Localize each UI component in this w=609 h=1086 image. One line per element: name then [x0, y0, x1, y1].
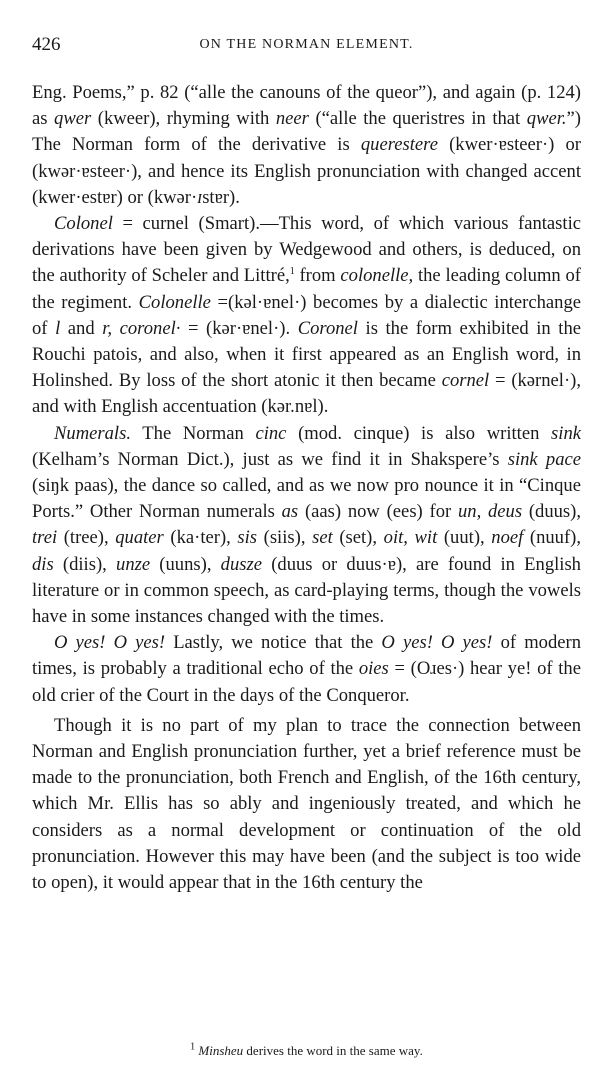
italic-term: ɪ [197, 186, 203, 208]
paragraph-colonel [32, 211, 581, 421]
text-run: (mod. cinque) is also written [286, 422, 552, 444]
text-run: = (Oɹes·) hear ye! of the old crier of the Court in the days of the Conqueror. [32, 658, 581, 706]
italic-term: trei [32, 527, 58, 549]
italic-term: oit, wit [383, 527, 438, 549]
text-run: (uuns), [150, 553, 221, 575]
paragraph-o-yes [32, 630, 581, 709]
text-run: Though it is no part of my plan to trace the connection between Norman and English pronunciation further, yet a brief reference must be made to the pronunciation, both French and English, of the 16th century, which Mr. Ellis has so ably and ingeniously treated, and which he considers as a normal development or continuation of the old pronunciation. However this may have been (and the subject is too wide to open), it would appear that in the 16th century the [32, 714, 581, 894]
text-run: and [60, 317, 103, 339]
italic-term: oies [358, 658, 389, 680]
text-run: =(kəl·ɐnel·) becomes by a dialectic interchange of [32, 291, 582, 339]
text-run: = (kərnel·), and with English accentuation (kər.nɐl). [32, 370, 581, 418]
italic-term: qwer. [526, 108, 567, 130]
text-run: Eng. Poems,” p. 82 (“alle the canouns of the queor”), and again (p. 124) as [32, 82, 581, 130]
italic-term: un, deus [457, 501, 523, 523]
paragraph-numerals [32, 421, 581, 631]
italic-term: O yes! O yes! [381, 632, 493, 654]
footnote [32, 1043, 581, 1059]
italic-term: cinc [255, 422, 287, 444]
italic-term: Colonel [54, 213, 113, 235]
footnote-text: derives the word in the same way. [243, 1043, 423, 1058]
italic-term: noef [491, 527, 524, 549]
text-run: (set), [332, 527, 384, 549]
text-run: the leading column of the regiment. [32, 265, 581, 313]
text-run: (duus or duus·ɐ), are found in English literature or in common speech, as card-playing terms, though the vowels have in some instances changed with the times. [32, 553, 581, 628]
text-run: = (kər·ɐnel·). [180, 317, 298, 339]
text-run: (kweer), rhyming with [91, 108, 276, 130]
italic-term: unze [116, 553, 151, 575]
italic-term: colonelle, [340, 265, 414, 287]
text-run: stɐr). [202, 186, 240, 208]
italic-term: dis [32, 553, 54, 575]
italic-term: Coronel [297, 317, 358, 339]
italic-term: querestere [360, 134, 438, 156]
text-run: (diis), [53, 553, 117, 575]
italic-term: sink [551, 422, 581, 444]
italic-term: as [281, 501, 299, 523]
footnote-marker: 1 [190, 1041, 196, 1053]
italic-term: sink pace [507, 448, 582, 470]
page-header [32, 34, 581, 58]
text-run: is the form exhibited in the Rouchi patois, and also, when it first appeared as an English word, in Holinshed. By loss of the short atonic it then became [32, 317, 581, 392]
text-run: (aas) now (ees) for [298, 501, 458, 523]
running-title: ON THE NORMAN ELEMENT. [199, 37, 414, 52]
page-number: 426 [32, 34, 61, 55]
italic-term: l [55, 317, 61, 339]
text-run: of modern times, is probably a traditional echo of the [32, 632, 582, 680]
text-run: (“alle the queristres in that [308, 108, 527, 130]
italic-term: O yes! O yes! [54, 632, 166, 654]
page-body [32, 80, 581, 896]
italic-term: quater [115, 527, 164, 549]
italic-term: Colonelle [138, 291, 211, 313]
text-run: ”) The Norman form of the derivative is [32, 108, 581, 156]
text-run: (uut), [437, 527, 492, 549]
italic-term: Numerals. [54, 422, 131, 444]
text-run: Lastly, we notice that the [165, 632, 382, 654]
footnote-author: Minsheu [198, 1043, 244, 1058]
italic-term: cornel [441, 370, 490, 392]
italic-term: neer [275, 108, 309, 130]
text-run: (ka·ter), [163, 527, 238, 549]
text-run: (tree), [57, 527, 116, 549]
text-run: The Norman [130, 422, 256, 444]
text-run: = curnel (Smart).—This word, of which various fantastic derivations have been given by Wedgewood and others, is deduced, on the authority of Scheler and Littré, [32, 213, 581, 287]
text-run: from [294, 265, 341, 287]
italic-term: sis [237, 527, 258, 549]
text-run: (duus), [522, 501, 581, 523]
text-run [112, 318, 120, 339]
text-run: (siŋk paas), the dance so called, and as we now pro nounce it in “Cinque Ports.” Other Norman numerals [32, 475, 581, 523]
text-run: (kwer·ɐsteer·) or (kwər·ɐsteer·), and hence its English pronunciation with changed accent (kwer·estɐr) or (kwər· [32, 134, 581, 208]
italic-term: dusze [220, 553, 262, 575]
footnote-ref: 1 [289, 266, 295, 278]
italic-term: r, [102, 317, 113, 339]
text-run: (siis), [257, 527, 313, 549]
paragraph-pronunciation [32, 713, 581, 896]
italic-term: qwer [54, 108, 92, 130]
text-run: (nuuf), [523, 527, 581, 549]
italic-term: set [312, 527, 333, 549]
paragraph-1 [32, 80, 581, 211]
text-run: (Kelham’s Norman Dict.), just as we find it in Shakspere’s [32, 448, 508, 470]
italic-term: coronel· [119, 317, 181, 339]
